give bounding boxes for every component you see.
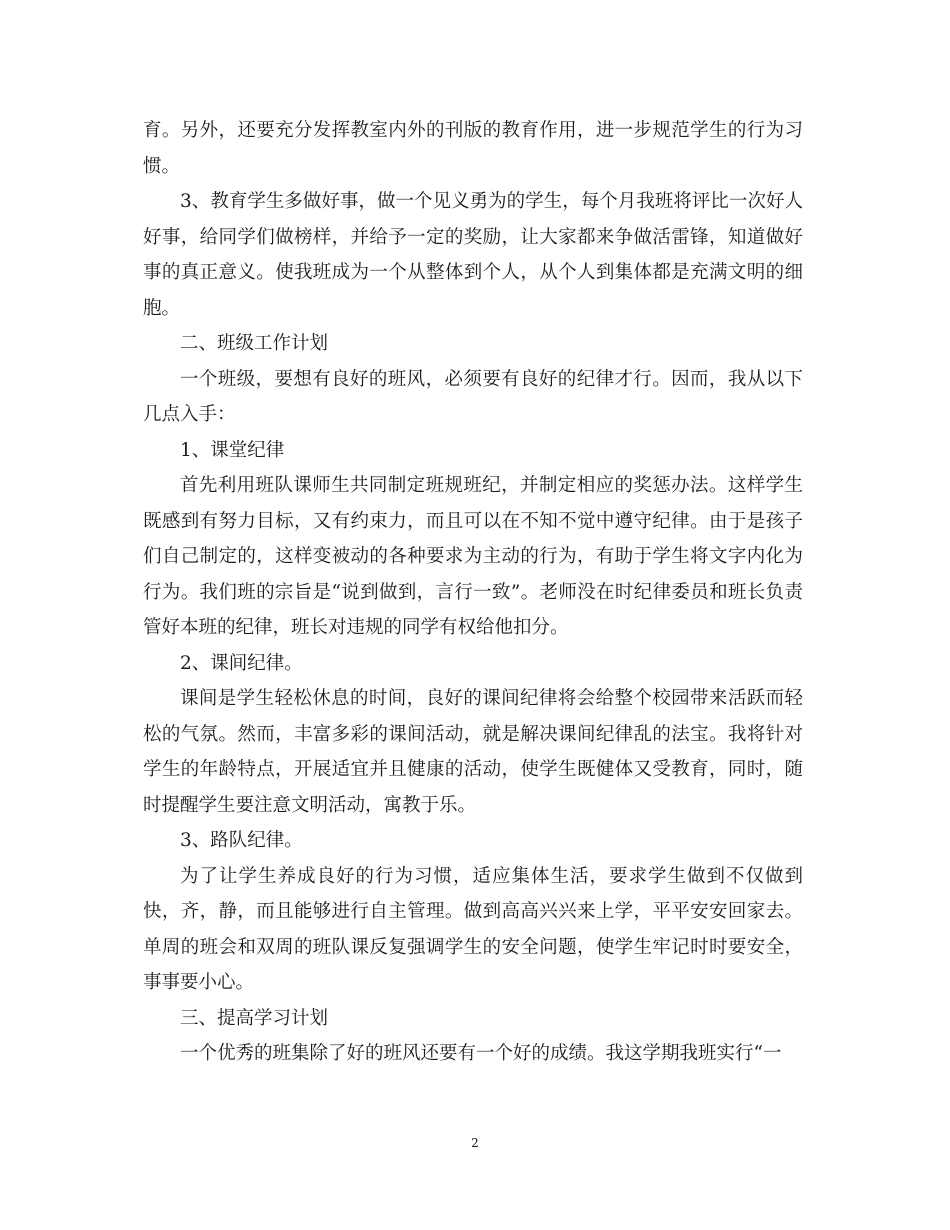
paragraph: 一个班级，要想有良好的班风，必须要有良好的纪律才行。因而，我从以下几点入手： [143, 368, 803, 425]
section-heading: 二、班级工作计划 [180, 333, 329, 354]
body-text [143, 113, 803, 1072]
paragraph: 课间是学生轻松休息的时间，良好的课间纪律将会给整个校园带来活跃而轻松的气氛。然而，丰富多彩的课间活动，就是解决课间纪律乱的法宝。我将针对学生的年龄特点，开展适宜并且健康的活动，使学生既健体又受教育，同时，随时提醒学生要注意文明活动，寓教于乐。 [143, 688, 803, 816]
subsection-heading: 1、课堂纪律 [180, 439, 285, 461]
paragraph: 为了让学生养成良好的行为习惯，适应集体生活，要求学生做到不仅做到快，齐，静，而且能够进行自主管理。做到高高兴兴来上学，平平安安回家去。单周的班会和双周的班队课反复强调学生的安全问题，使学生牢记时时要安全，事事要小心。 [143, 865, 803, 993]
page-number: 2 [471, 1136, 479, 1150]
section-heading: 三、提高学习计划 [180, 1007, 329, 1029]
subsection-heading: 3、路队纪律。 [180, 830, 303, 851]
subsection-heading: 2、课间纪律。 [180, 652, 303, 674]
paragraph: 3、教育学生多做好事，做一个见义勇为的学生，每个月我班将评比一次好人好事，给同学们做榜样，并给予一定的奖励，让大家都来争做活雷锋，知道做好事的真正意义。使我班成为一个从整体到个人，从个人到集体都是充满文明的细胞。 [143, 191, 803, 319]
paragraph: 首先利用班队课师生共同制定班规班纪，并制定相应的奖惩办法。这样学生既感到有努力目标，又有约束力，而且可以在不知不觉中遵守纪律。由于是孩子们自己制定的，这样变被动的各种要求为主动的行为，有助于学生将文字内化为行为。我们班的宗旨是“说到做到，言行一致”。老师没在时纪律委员和班长负责管好本班的纪律，班长对违规的同学有权给他扣分。 [143, 475, 803, 638]
paragraph: 一个优秀的班集除了好的班风还要有一个好的成绩。我这学期我班实行“一 [180, 1043, 782, 1064]
paragraph: 育。另外，还要充分发挥教室内外的刊版的教育作用，进一步规范学生的行为习惯。 [143, 120, 803, 177]
